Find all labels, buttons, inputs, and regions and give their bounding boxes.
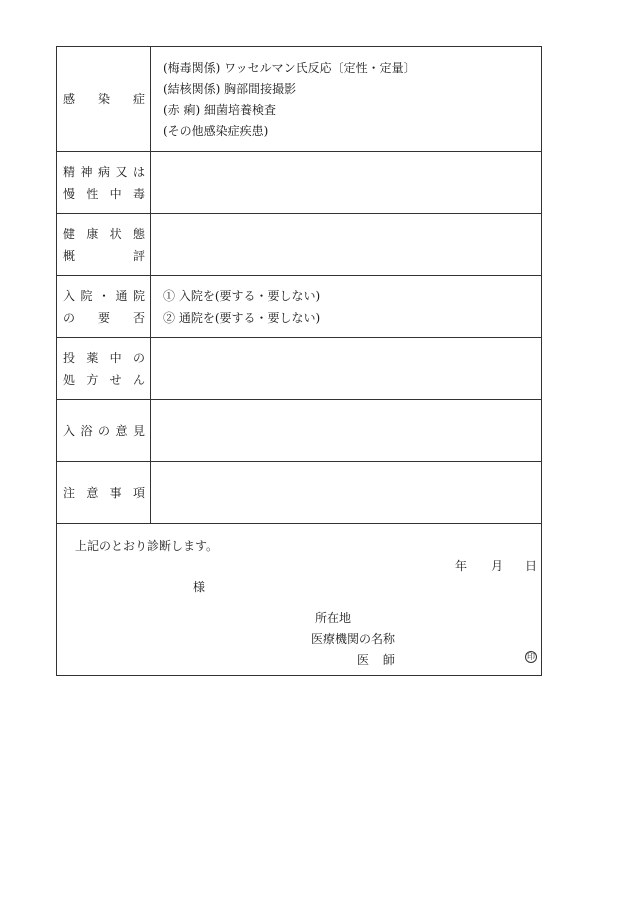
row-label-cell (57, 214, 151, 275)
row-value-cell (151, 400, 541, 461)
seal-mark: 印 (527, 652, 535, 661)
diagnosis-form (56, 46, 542, 676)
form-row (57, 337, 541, 399)
row-label-char: 通 (115, 289, 128, 303)
row-label-char: せ (109, 373, 122, 387)
date-month-label: 月 (491, 559, 504, 573)
row-label-line (63, 226, 145, 242)
row-label-line (63, 423, 145, 439)
diagnosis-statement: 上記のとおり診断します。 (75, 539, 219, 553)
date-year-label: 年 (455, 559, 468, 573)
row-value-cell (151, 338, 541, 399)
row-value-line: (結核関係) 胸部間接撮影 (163, 82, 297, 96)
row-label-line (63, 186, 145, 202)
row-label-char: 浴 (80, 424, 93, 438)
row-value-cell (151, 462, 541, 523)
row-label-char: 注 (63, 486, 76, 500)
row-label-char: 態 (132, 227, 145, 241)
form-row (57, 275, 541, 337)
doctor-label: 医 師 (357, 653, 395, 667)
form-row (57, 47, 541, 151)
row-label-cell (57, 462, 151, 523)
row-value-cell (151, 47, 541, 151)
row-label-char: 精 (63, 165, 76, 179)
address-label: 所在地 (315, 611, 352, 625)
row-label-cell (57, 276, 151, 337)
row-label-line (63, 310, 145, 326)
row-value-line: (その他感染症疾患) (163, 124, 269, 138)
row-label-char: 方 (86, 373, 99, 387)
row-label-char: 又 (115, 165, 128, 179)
row-label-char: は (132, 165, 145, 179)
row-label-char: 事 (109, 486, 122, 500)
row-label-char: 意 (115, 424, 128, 438)
row-label-char: 概 (63, 249, 76, 263)
institution-name-label: 医療機関の名称 (311, 632, 396, 646)
row-label-cell (57, 47, 151, 151)
row-label-char: 神 (80, 165, 93, 179)
row-label-char: の (63, 311, 76, 325)
row-label-char: 慢 (63, 187, 76, 201)
row-label-line (63, 288, 145, 304)
row-label-char: 感 (63, 92, 76, 106)
row-value-cell (151, 152, 541, 213)
form-row (57, 151, 541, 213)
row-label-char: 要 (97, 311, 110, 325)
row-label-char: 性 (86, 187, 99, 201)
row-label-char: 中 (109, 351, 122, 365)
row-label-line (63, 485, 145, 501)
row-value-cell (151, 276, 541, 337)
row-label-char: ん (132, 373, 145, 387)
row-label-char: 処 (63, 373, 76, 387)
row-value-line: (梅毒関係) ワッセルマン氏反応〔定性・定量〕 (163, 61, 416, 75)
row-label-line (63, 372, 145, 388)
row-label-char: 評 (132, 249, 145, 263)
row-label-char: 入 (63, 424, 76, 438)
row-label-line (63, 91, 145, 107)
row-label-char: 健 (63, 227, 76, 241)
row-label-line (63, 164, 145, 180)
row-label-cell (57, 152, 151, 213)
row-label-char: 否 (132, 311, 145, 325)
row-label-char: 病 (97, 165, 110, 179)
row-label-line (63, 248, 145, 264)
form-row (57, 461, 541, 523)
row-label-char: 状 (109, 227, 122, 241)
row-label-cell (57, 338, 151, 399)
row-label-line (63, 350, 145, 366)
row-value-cell (151, 214, 541, 275)
form-row (57, 399, 541, 461)
row-label-char: 院 (80, 289, 93, 303)
row-label-char: 康 (86, 227, 99, 241)
row-label-char: 薬 (86, 351, 99, 365)
row-label-char: 見 (132, 424, 145, 438)
row-label-char: 染 (97, 92, 110, 106)
row-label-char: ・ (97, 289, 110, 303)
row-label-char: 意 (86, 486, 99, 500)
row-label-char: 項 (132, 486, 145, 500)
date-day-label: 日 (525, 559, 538, 573)
row-label-char: 投 (63, 351, 76, 365)
row-label-char: 毒 (132, 187, 145, 201)
row-label-char: 院 (132, 289, 145, 303)
row-label-char: 症 (132, 92, 145, 106)
addressee-label: 様 (193, 580, 206, 594)
form-row (57, 213, 541, 275)
row-label-cell (57, 400, 151, 461)
footer-divider (57, 523, 541, 524)
row-label-char: の (132, 351, 145, 365)
row-value-line: (赤 痢) 細菌培養検査 (163, 103, 276, 117)
row-value-line: ① 入院を(要する・要しない) (163, 289, 321, 303)
row-label-char: 入 (63, 289, 76, 303)
row-label-char: の (97, 424, 110, 438)
row-label-char: 中 (109, 187, 122, 201)
row-value-line: ② 通院を(要する・要しない) (163, 311, 321, 325)
